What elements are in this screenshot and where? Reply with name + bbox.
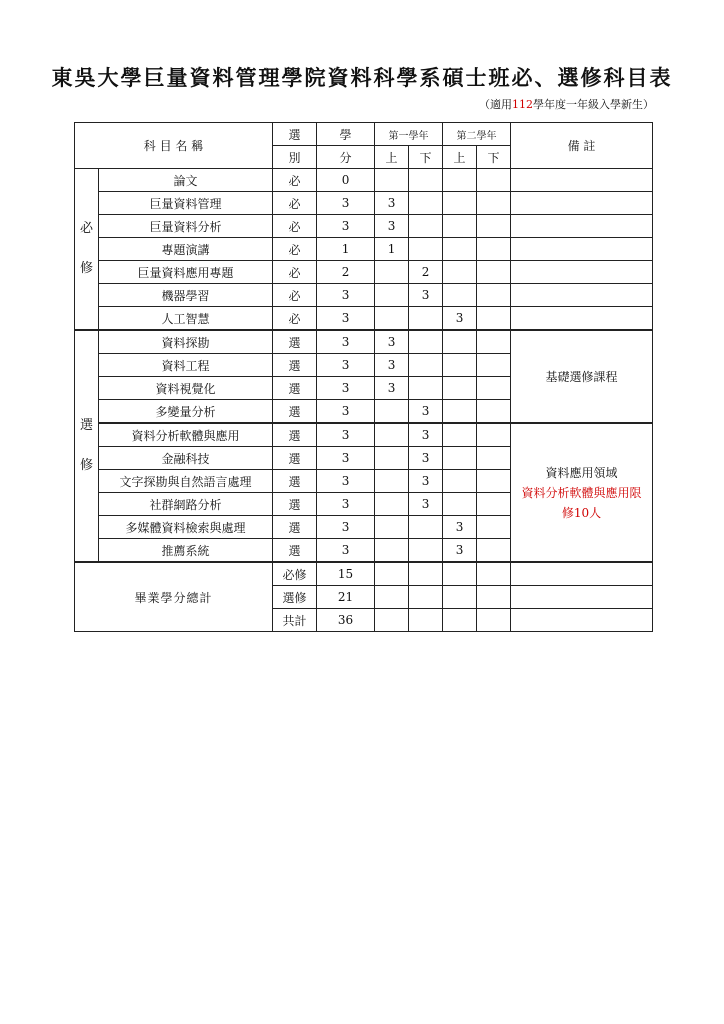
section-label-top: 選	[79, 418, 93, 433]
type-header-bottom: 別	[273, 146, 317, 169]
course-credit: 3	[317, 215, 375, 238]
remarks-header: 備 註	[511, 123, 653, 169]
course-name: 資料視覺化	[99, 377, 273, 400]
remarks-cell	[511, 307, 653, 331]
year2-lower-cell	[477, 447, 511, 470]
course-row	[75, 330, 653, 354]
empty-cell	[443, 562, 477, 586]
year1-upper-cell: 1	[375, 238, 409, 261]
course-row	[75, 215, 653, 238]
empty-cell	[409, 609, 443, 632]
course-credit: 3	[317, 307, 375, 331]
note-line: 基礎選修課程	[545, 369, 618, 384]
section-label-bottom: 修	[79, 458, 93, 473]
year2-lower-cell	[477, 215, 511, 238]
course-row	[75, 284, 653, 307]
total-credit: 36	[317, 609, 375, 632]
course-name: 巨量資料管理	[99, 192, 273, 215]
course-name: 資料工程	[99, 354, 273, 377]
empty-cell	[409, 562, 443, 586]
course-type: 選	[273, 470, 317, 493]
course-credit: 3	[317, 354, 375, 377]
remarks-cell	[511, 192, 653, 215]
year2-upper-cell	[443, 215, 477, 238]
year2-lower-cell	[477, 539, 511, 563]
remarks-cell	[511, 284, 653, 307]
year1-upper-cell: 3	[375, 192, 409, 215]
year2-upper-cell	[443, 377, 477, 400]
year2-upper-cell	[443, 447, 477, 470]
course-credit: 3	[317, 470, 375, 493]
course-row	[75, 192, 653, 215]
year2-lower-cell	[477, 330, 511, 354]
year2-header: 第二學年	[443, 123, 511, 146]
year2-upper-cell	[443, 169, 477, 192]
course-type: 必	[273, 261, 317, 284]
year2-upper-cell: 3	[443, 539, 477, 563]
course-name: 人工智慧	[99, 307, 273, 331]
year2-lower-cell	[477, 354, 511, 377]
course-type: 必	[273, 169, 317, 192]
course-type: 必	[273, 215, 317, 238]
year1-upper-cell	[375, 307, 409, 331]
year1-upper-cell: 3	[375, 377, 409, 400]
empty-cell	[511, 586, 653, 609]
course-credit: 1	[317, 238, 375, 261]
type-header-top: 選	[273, 123, 317, 146]
course-type: 選	[273, 400, 317, 424]
year2-lower-cell	[477, 423, 511, 447]
year1-lower-cell	[409, 330, 443, 354]
year1-lower-cell: 3	[409, 493, 443, 516]
page-subtitle: （適用112學年度一年級入學新生）	[479, 98, 654, 111]
course-type: 必	[273, 238, 317, 261]
elective-section-label	[75, 330, 99, 562]
year2-lower-cell	[477, 470, 511, 493]
course-name: 專題演講	[99, 238, 273, 261]
year2-lower-header: 下	[477, 146, 511, 169]
basic-elective-note	[511, 330, 653, 423]
totals-row	[75, 562, 653, 586]
course-name: 資料分析軟體與應用	[99, 423, 273, 447]
year1-lower-cell	[409, 539, 443, 563]
total-type-label: 選修	[273, 586, 317, 609]
year2-upper-cell	[443, 354, 477, 377]
year2-lower-cell	[477, 238, 511, 261]
course-type: 選	[273, 539, 317, 563]
year1-upper-header: 上	[375, 146, 409, 169]
year2-upper-cell	[443, 400, 477, 424]
total-type-label: 必修	[273, 562, 317, 586]
course-credit: 3	[317, 192, 375, 215]
year2-lower-cell	[477, 377, 511, 400]
year1-upper-cell	[375, 423, 409, 447]
year1-upper-cell	[375, 516, 409, 539]
year2-upper-cell	[443, 238, 477, 261]
course-type: 選	[273, 423, 317, 447]
year1-lower-cell	[409, 192, 443, 215]
course-type: 必	[273, 284, 317, 307]
year1-upper-cell	[375, 493, 409, 516]
course-credit: 3	[317, 539, 375, 563]
year1-upper-cell: 3	[375, 215, 409, 238]
course-name: 金融科技	[99, 447, 273, 470]
header-row-1	[75, 123, 653, 146]
year2-lower-cell	[477, 284, 511, 307]
course-credit: 3	[317, 400, 375, 424]
course-name-header: 科 目 名 稱	[75, 123, 273, 169]
course-credit: 3	[317, 493, 375, 516]
course-name: 巨量資料分析	[99, 215, 273, 238]
year1-lower-cell: 2	[409, 261, 443, 284]
remarks-cell	[511, 169, 653, 192]
course-name: 機器學習	[99, 284, 273, 307]
year2-upper-cell	[443, 192, 477, 215]
course-credit: 3	[317, 423, 375, 447]
empty-cell	[409, 586, 443, 609]
total-type-label: 共計	[273, 609, 317, 632]
course-credit: 3	[317, 377, 375, 400]
year1-lower-cell: 3	[409, 447, 443, 470]
course-row	[75, 307, 653, 331]
empty-cell	[511, 609, 653, 632]
course-type: 必	[273, 192, 317, 215]
year1-header: 第一學年	[375, 123, 443, 146]
year1-upper-cell	[375, 261, 409, 284]
year1-upper-cell: 3	[375, 354, 409, 377]
remarks-cell	[511, 215, 653, 238]
course-row	[75, 261, 653, 284]
year2-lower-cell	[477, 493, 511, 516]
total-credit: 15	[317, 562, 375, 586]
year2-upper-cell	[443, 493, 477, 516]
year1-upper-cell: 3	[375, 330, 409, 354]
year1-lower-cell	[409, 307, 443, 331]
course-credit: 3	[317, 284, 375, 307]
year1-upper-cell	[375, 284, 409, 307]
year1-lower-cell	[409, 354, 443, 377]
year2-upper-cell	[443, 261, 477, 284]
total-credit: 21	[317, 586, 375, 609]
course-credit: 3	[317, 516, 375, 539]
year1-lower-cell: 3	[409, 470, 443, 493]
credit-header-bottom: 分	[317, 146, 375, 169]
year1-upper-cell	[375, 447, 409, 470]
course-row	[75, 238, 653, 261]
required-section-label	[75, 169, 99, 331]
year2-upper-header: 上	[443, 146, 477, 169]
year1-lower-cell	[409, 516, 443, 539]
year2-lower-cell	[477, 261, 511, 284]
year1-lower-cell: 3	[409, 284, 443, 307]
application-domain-note	[511, 423, 653, 562]
year2-lower-cell	[477, 516, 511, 539]
course-name: 巨量資料應用專題	[99, 261, 273, 284]
year1-lower-cell	[409, 377, 443, 400]
year2-lower-cell	[477, 192, 511, 215]
empty-cell	[477, 609, 511, 632]
course-name: 論文	[99, 169, 273, 192]
empty-cell	[375, 562, 409, 586]
empty-cell	[477, 586, 511, 609]
year2-upper-cell	[443, 330, 477, 354]
year2-upper-cell	[443, 284, 477, 307]
course-name: 社群網路分析	[99, 493, 273, 516]
year1-lower-cell	[409, 215, 443, 238]
note-line: 資料分析軟體與應用限	[521, 485, 642, 500]
year1-upper-cell	[375, 169, 409, 192]
credit-header-top: 學	[317, 123, 375, 146]
course-type: 選	[273, 516, 317, 539]
year1-upper-cell	[375, 400, 409, 424]
course-type: 選	[273, 493, 317, 516]
course-type: 選	[273, 377, 317, 400]
note-line: 資料應用領域	[545, 465, 618, 480]
course-type: 必	[273, 307, 317, 331]
year1-lower-cell	[409, 238, 443, 261]
empty-cell	[375, 586, 409, 609]
section-label-top: 必	[79, 221, 93, 236]
year1-lower-cell: 3	[409, 423, 443, 447]
course-type: 選	[273, 330, 317, 354]
section-label-bottom: 修	[79, 261, 93, 276]
empty-cell	[375, 609, 409, 632]
graduation-credits-label: 畢業學分總計	[75, 562, 273, 632]
year2-lower-cell	[477, 400, 511, 424]
course-credit: 3	[317, 330, 375, 354]
page-title: 東吳大學巨量資料管理學院資料科學系碩士班必、選修科目表	[51, 65, 673, 90]
year1-upper-cell	[375, 470, 409, 493]
course-credit: 3	[317, 447, 375, 470]
remarks-cell	[511, 238, 653, 261]
year2-lower-cell	[477, 169, 511, 192]
course-row	[75, 423, 653, 447]
year1-upper-cell	[375, 539, 409, 563]
year1-lower-cell: 3	[409, 400, 443, 424]
year2-upper-cell: 3	[443, 307, 477, 331]
year1-lower-cell	[409, 169, 443, 192]
year1-lower-header: 下	[409, 146, 443, 169]
course-row	[75, 169, 653, 192]
course-name: 推薦系統	[99, 539, 273, 563]
note-line: 修10人	[561, 505, 602, 520]
course-credit: 2	[317, 261, 375, 284]
course-name: 文字探勘與自然語言處理	[99, 470, 273, 493]
empty-cell	[511, 562, 653, 586]
empty-cell	[477, 562, 511, 586]
course-type: 選	[273, 447, 317, 470]
year2-upper-cell	[443, 470, 477, 493]
course-table	[74, 122, 653, 632]
course-name: 多媒體資料檢索與處理	[99, 516, 273, 539]
course-name: 資料探勘	[99, 330, 273, 354]
course-type: 選	[273, 354, 317, 377]
empty-cell	[443, 609, 477, 632]
remarks-cell	[511, 261, 653, 284]
year2-upper-cell: 3	[443, 516, 477, 539]
year2-upper-cell	[443, 423, 477, 447]
empty-cell	[443, 586, 477, 609]
year2-lower-cell	[477, 307, 511, 331]
course-credit: 0	[317, 169, 375, 192]
course-name: 多變量分析	[99, 400, 273, 424]
